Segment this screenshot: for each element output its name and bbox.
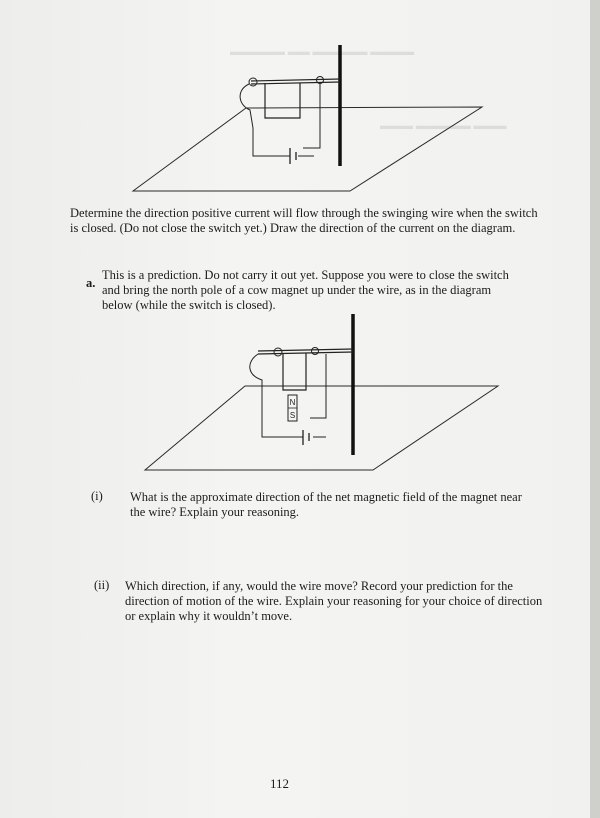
support-rod bbox=[249, 77, 340, 87]
cow-magnet bbox=[288, 395, 297, 421]
circuit-diagram-1 bbox=[0, 0, 600, 200]
battery-symbol bbox=[290, 148, 296, 164]
page-number: 112 bbox=[270, 776, 290, 791]
base-plate bbox=[145, 386, 498, 470]
part-a-label: a. bbox=[86, 276, 96, 290]
part-a-text: This is a prediction. Do not carry it out yet. Suppose you were to close the switch and bring the north pole of a cow magnet up under the wire, as in the diagram below (while the switch is closed). bbox=[102, 268, 509, 312]
magnet-north-label: N bbox=[289, 398, 296, 407]
swinging-wire bbox=[240, 83, 320, 148]
bleed-through-decoration: ▬▬▬▬ ▬▬▬▬▬ ▬▬ ▬▬▬▬▬ bbox=[230, 46, 415, 58]
circuit-diagram-2 bbox=[0, 300, 600, 500]
magnet-south-label: S bbox=[289, 411, 296, 420]
question-ii-text: Which direction, if any, would the wire move? Record your prediction for the direction of motion of the wire. Explain your reasoning for your choice of direction or explain why it wouldn’t move. bbox=[125, 579, 543, 623]
question-i-label: (i) bbox=[91, 489, 103, 503]
page-edge bbox=[590, 0, 600, 818]
battery-symbol bbox=[303, 430, 309, 445]
base-plate bbox=[133, 107, 482, 191]
circuit-leads bbox=[253, 128, 314, 156]
question-ii-label: (ii) bbox=[94, 578, 110, 592]
bleed-through-decoration: ▬▬▬ ▬▬▬▬▬ ▬▬▬ bbox=[380, 120, 507, 132]
intro-paragraph: Determine the direction positive current will flow through the swinging wire when the switch is closed. (Do not close the switch yet.) Draw the direction of the current on the diagram. bbox=[70, 206, 538, 235]
question-i-text: What is the approximate direction of the net magnetic field of the magnet near the wire? Explain your reasoning. bbox=[130, 490, 522, 519]
